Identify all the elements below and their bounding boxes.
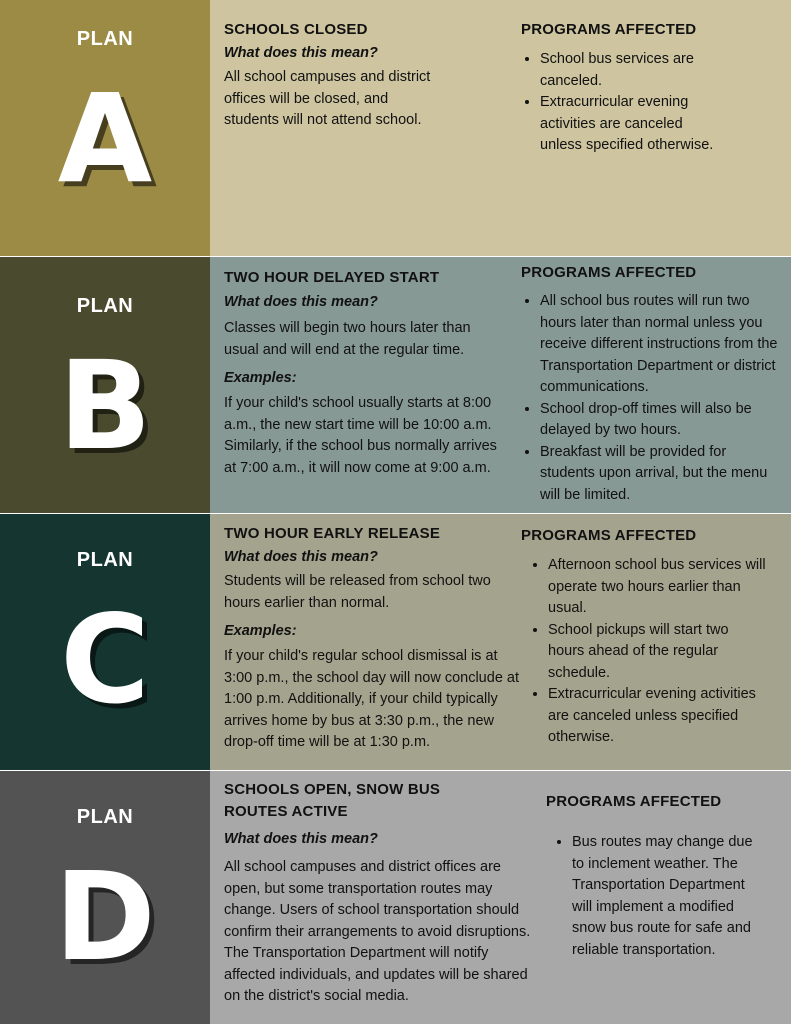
plan-c-what-text: Students will be released from school two hours earlier than normal. [224,573,491,611]
list-item: • Extracurricular evening activities are canceled unless specified otherwise. [540,92,721,157]
plan-a-heading: SCHOOLS CLOSED [224,21,368,38]
plan-a-letter: A [57,68,153,210]
plan-d-what-text: All school campuses and district offices are open, but some transportation routes may change. Users of school transportation should confirm their arrangements to avoid disruptions. The Transportation Department will notify affected individuals, and updates will be shared on the district's social media. [224,859,531,1004]
plan-b-meaning [224,267,499,479]
plan-a-what-label: What does this mean? [224,45,378,61]
plan-b-programs-list [521,291,781,506]
plan-c-programs-list [521,555,766,749]
plan-c-programs-heading: PROGRAMS AFFECTED [521,527,697,544]
plan-b-badge [0,257,210,513]
plan-c-what-label: What does this mean? [224,549,378,565]
plan-c-examples-label: Examples: [224,623,297,639]
plan-c-section [0,514,791,771]
plan-d-meaning [224,779,536,1008]
plan-a-programs [521,19,721,157]
plan-a-badge [0,0,210,256]
plan-d-programs-list [546,832,761,961]
plan-a-programs-list [521,49,721,157]
plan-a-content [210,0,791,256]
list-item: • Extracurricular evening activities are canceled unless specified otherwise. [548,684,766,749]
plan-b-word: PLAN [76,295,134,317]
plan-a-section [0,0,791,257]
list-item: • School pickups will start two hours ahead of the regular schedule. [548,620,766,685]
plan-d-heading: SCHOOLS OPEN, SNOW BUS ROUTES ACTIVE [224,781,441,820]
plan-d-programs [546,791,761,961]
list-item: • Afternoon school bus services will operate two hours earlier than usual. [548,555,766,620]
list-item: • School bus services are canceled. [540,49,721,92]
plan-b-examples-text: If your child's school usually starts at 8:00 a.m., the new start time will be 10:00 a.m. Similarly, if the school bus normally arrives at 7:00 a.m., it will now come at 9:00 a.m. [224,395,497,476]
plan-a-meaning [224,19,434,132]
list-item: • All school bus routes will run two hours later than normal unless you receive different instructions from the Transportation Department or district communications. [540,291,781,399]
list-item: • School drop-off times will also be delayed by two hours. [540,399,781,442]
plan-b-examples-label: Examples: [224,370,297,386]
plan-b-content [210,257,791,513]
plan-b-letter: B [58,335,152,477]
list-item: • Breakfast will be provided for students upon arrival, but the menu will be limited. [540,442,781,507]
plan-c-badge [0,514,210,770]
plan-d-word: PLAN [76,806,134,828]
plan-c-heading: TWO HOUR EARLY RELEASE [224,525,441,542]
plan-d-badge [0,771,210,1024]
plan-b-programs-heading: PROGRAMS AFFECTED [521,264,697,281]
plan-c-meaning [224,523,524,754]
plan-b-heading: TWO HOUR DELAYED START [224,269,440,286]
plan-b-what-text: Classes will begin two hours later than usual and will end at the regular time. [224,320,471,358]
plan-c-word: PLAN [76,549,134,571]
list-item: • Bus routes may change due to inclement weather. The Transportation Department will implement a modified snow bus route for safe and reliable transportation. [572,832,761,961]
plan-b-section [0,257,791,514]
plan-d-programs-heading: PROGRAMS AFFECTED [546,793,722,810]
plan-b-programs [521,262,781,506]
plan-c-examples-text: If your child's regular school dismissal is at 3:00 p.m., the school day will now conclude at 1:00 p.m. Additionally, if your child typically arrives home by bus at 3:30 p.m., the new drop-off time will be at 1:30 p.m. [224,648,519,750]
plan-d-content [210,771,791,1024]
plan-b-what-label: What does this mean? [224,294,378,310]
plan-d-letter: D [54,846,156,988]
plan-c-letter: C [60,589,150,731]
plan-c-programs [521,525,766,749]
plan-d-what-label: What does this mean? [224,831,378,847]
plan-d-section [0,771,791,1024]
plan-a-what-text: All school campuses and district offices will be closed, and students will not attend school. [224,69,431,128]
plan-a-programs-heading: PROGRAMS AFFECTED [521,21,697,38]
plan-a-word: PLAN [76,28,134,50]
plan-c-content [210,514,791,770]
